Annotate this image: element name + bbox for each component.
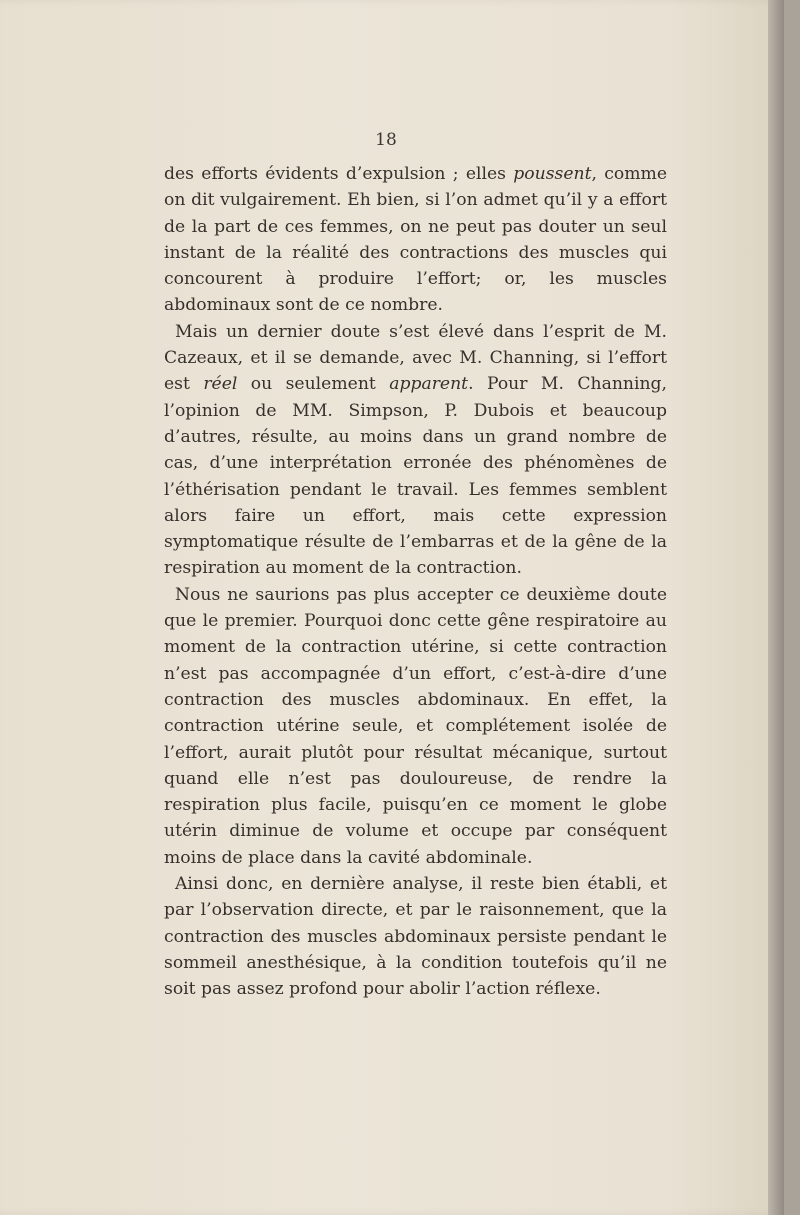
paragraph-1-text-b: , comme on dit vulgairement. Eh bien, si l’on admet qu’il y a effort de la part de ces femmes, on ne peut pas douter un seul instant de la réalité des contractions des muscles qui concourent à produire l’effort; or, les muscles abdominaux sont de ce nombre. [164, 164, 667, 316]
paragraph-4: Ainsi donc, en dernière analyse, il reste bien établi, et par l’observation directe, et par le raisonnement, que la contraction des muscles abdominaux persiste pendant le sommeil anesthésique, à la condition toutefois qu’il ne soit pas assez profond pour abolir l’action réflexe. [164, 874, 667, 1000]
paragraph-3: Nous ne saurions pas plus accepter ce deuxième doute que le premier. Pourquoi donc cette gêne respiratoire au moment de la contraction utérine, si cette contraction n’est pas accompagnée d’un effort, c’est-à-dire d’une contraction des muscles abdominaux. En effet, la contraction utérine seule, et complétement isolée de l’effort, aurait plutôt pour résultat mécanique, surtout quand elle n’est pas douloureuse, de rendre la respiration plus facile, puisqu’en ce moment le globe utérin diminue de volume et occupe par conséquent moins de place dans la cavité abdominale. [164, 584, 667, 868]
paragraph-1-emphasis: poussent [513, 164, 592, 184]
paragraph-2-text-b: ou seulement [237, 374, 390, 395]
page-number: 18 [375, 130, 397, 150]
main-text [164, 161, 667, 1003]
paragraph-2-text-c: . Pour M. Channing, l’opinion de MM. Simpson, P. Dubois et beaucoup d’autres, résulte, au moins dans un grand nombre de cas, d’une interprétation erronée des phénomènes de l’éthérisation pendant le travail. Les femmes semblent alors faire un effort, mais cette expression symptomatique résulte de l’embarras et de la gêne de la respiration au moment de la contraction. [164, 374, 667, 579]
page-edge [768, 0, 784, 1215]
paragraph-1 [164, 161, 667, 319]
paragraph-2-emphasis-1: réel [203, 374, 238, 395]
paragraph-2-text-a: Mais un dernier doute s’est élevé dans l’esprit de M. Cazeaux, et il se demande, avec M. Channing, si l’effort est [164, 321, 667, 395]
paragraph-2-emphasis-2: apparent [389, 374, 469, 395]
paragraph-1-text-a: des efforts évidents d’expulsion ; elles [164, 164, 514, 184]
paragraph-2 [164, 319, 667, 582]
